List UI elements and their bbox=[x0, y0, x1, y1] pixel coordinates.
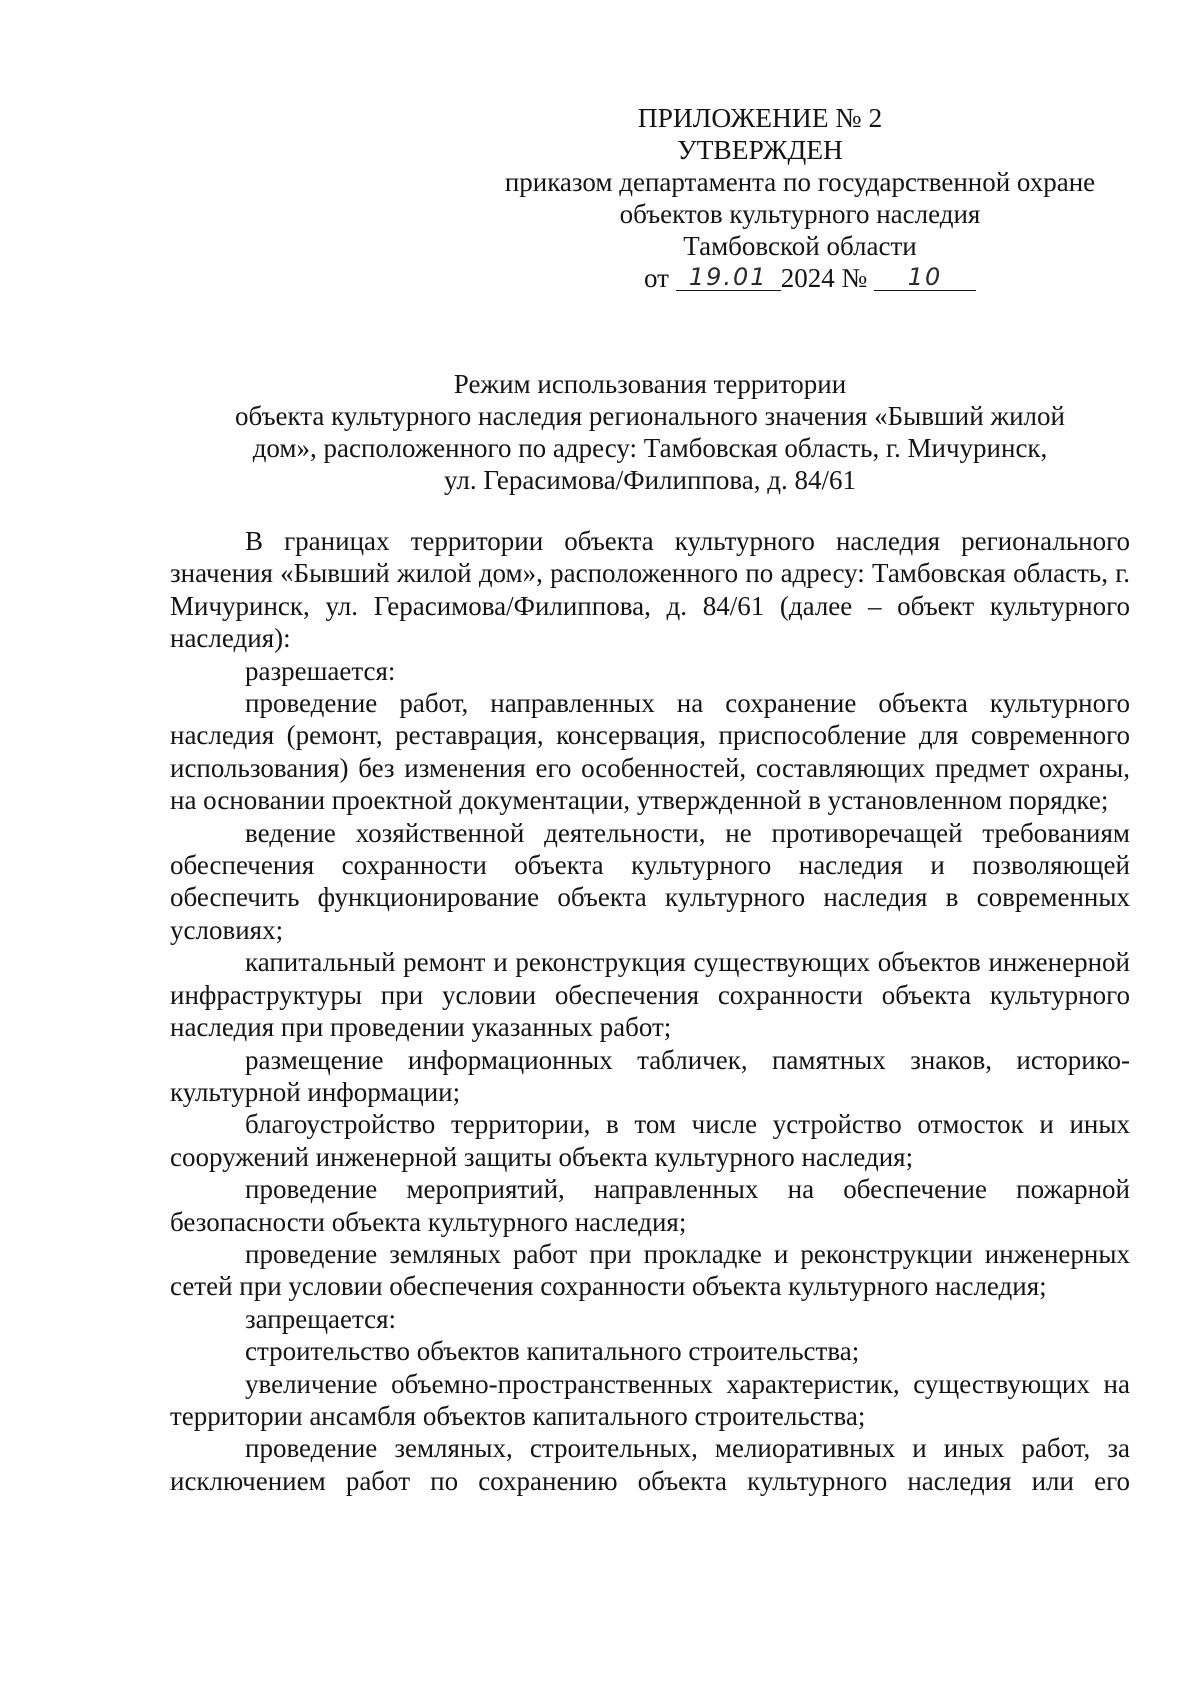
title-line-1: Режим использования территории bbox=[453, 369, 847, 399]
allowed-item: ведение хозяйственной деятельности, не противоречащей требованиям обеспечения сохранности объекта культурного наследия и позволяющей обеспечить функционирование объекта культурного наследия в современных условиях; bbox=[170, 817, 1130, 945]
allowed-item: проведение мероприятий, направленных на обеспечение пожарной безопасности объекта культурного наследия; bbox=[170, 1174, 1130, 1237]
year-and-number-label: 2024 № bbox=[780, 263, 868, 293]
title-line-3: дом», расположенного по адресу: Тамбовская область, г. Мичуринск, bbox=[252, 433, 1048, 463]
appendix-label: ПРИЛОЖЕНИЕ № 2 bbox=[637, 102, 883, 133]
forbidden-item: строительство объектов капитального строительства; bbox=[245, 1336, 860, 1367]
allowed-item: проведение работ, направленных на сохранение объекта культурного наследия (ремонт, реставрация, консервация, приспособление для современного использования) без изменения его особенностей, составляющих предмет охраны, на основании проектной документации, утвержденной в установленном порядке; bbox=[170, 688, 1130, 816]
document-body bbox=[170, 525, 1130, 1497]
date-prefix: от bbox=[644, 263, 669, 293]
intro-paragraph: В границах территории объекта культурного наследия регионального значения «Бывший жилой дом», расположенного по адресу: Тамбовская область, г. Мичуринск, ул. Герасимова/Филиппова, д. 84/61 (далее – объект культурного наследия): bbox=[170, 526, 1130, 654]
handwritten-number: 10 bbox=[874, 264, 976, 291]
document-title bbox=[170, 368, 1130, 496]
forbidden-heading: запрещается: bbox=[245, 1303, 397, 1334]
allowed-item: проведение земляных работ при прокладке и реконструкции инженерных сетей при условии обеспечения сохранности объекта культурного наследия; bbox=[170, 1238, 1130, 1302]
allowed-item: благоустройство территории, в том числе устройство отмосток и иных сооружений инженерной защиты объекта культурного наследия; bbox=[170, 1109, 1130, 1172]
order-line-1: приказом департамента по государственной охране bbox=[504, 167, 1096, 197]
order-line-3: Тамбовской области bbox=[683, 231, 917, 261]
forbidden-item: проведение земляных, строительных, мелиоративных и иных работ, за исключением работ по сохранению объекта культурного наследия или его bbox=[170, 1433, 1130, 1496]
order-date-line bbox=[460, 262, 1160, 294]
forbidden-item: увеличение объемно-пространственных характеристик, существующих на территории ансамбля объектов капитального строительства; bbox=[170, 1368, 1130, 1431]
allowed-item: размещение информационных табличек, памятных знаков, историко-культурной информации; bbox=[170, 1044, 1130, 1107]
order-line-2: объектов культурного наследия bbox=[619, 199, 981, 229]
approved-label: УТВЕРЖДЕН bbox=[677, 134, 843, 165]
title-line-4: ул. Герасимова/Филиппова, д. 84/61 bbox=[444, 465, 856, 495]
allowed-heading: разрешается: bbox=[245, 655, 396, 686]
handwritten-date: 19.01 bbox=[676, 264, 781, 291]
title-line-2: объекта культурного наследия регионального значения «Бывший жилой bbox=[235, 401, 1065, 431]
allowed-item: капитальный ремонт и реконструкция существующих объектов инженерной инфраструктуры при условии обеспечения сохранности объекта культурного наследия при проведении указанных работ; bbox=[170, 947, 1130, 1043]
approval-header bbox=[440, 102, 1160, 294]
